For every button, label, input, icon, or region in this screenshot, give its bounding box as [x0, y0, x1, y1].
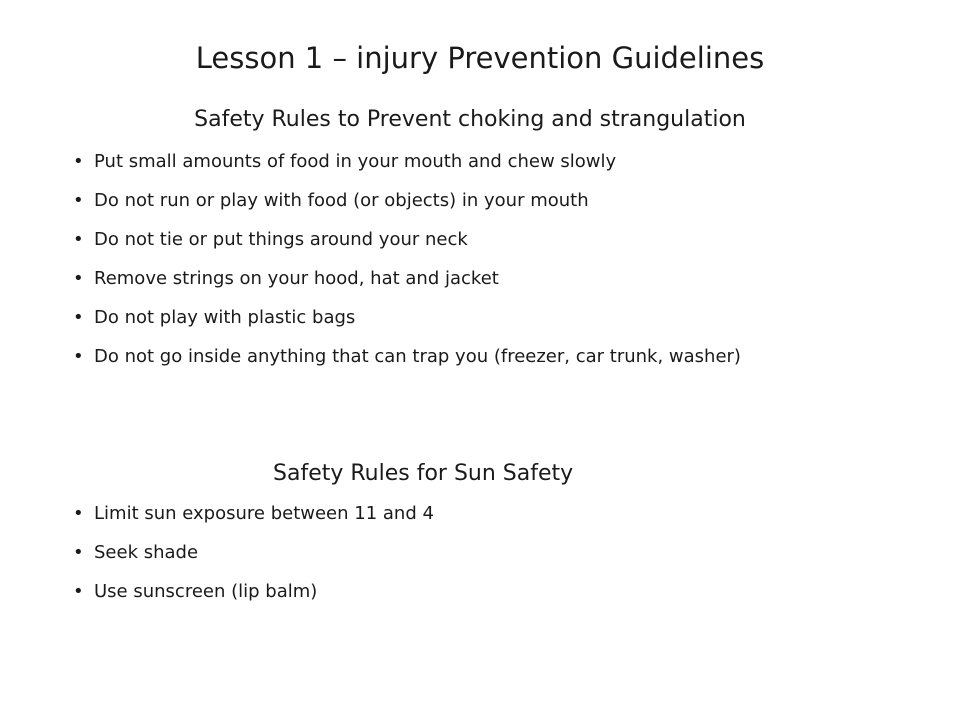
list-item-text: Do not run or play with food (or objects) in your mouth [94, 190, 589, 211]
bullet-icon: • [73, 307, 84, 328]
section-heading-sun-safety: Safety Rules for Sun Safety [273, 461, 574, 486]
bullet-list-choking [0, 148, 741, 382]
list-item-text: Put small amounts of food in your mouth and chew slowly [94, 151, 617, 172]
bullet-icon: • [73, 229, 84, 250]
bullet-icon: • [73, 542, 84, 563]
list-item-text: Use sunscreen (lip balm) [94, 581, 318, 602]
list-item [0, 265, 741, 304]
bullet-icon: • [73, 151, 84, 172]
list-item-text: Remove strings on your hood, hat and jacket [94, 268, 499, 289]
section-heading-choking: Safety Rules to Prevent choking and strangulation [194, 107, 746, 132]
list-item [0, 148, 741, 187]
bullet-icon: • [73, 346, 84, 367]
list-item [0, 187, 741, 226]
bullet-icon: • [73, 581, 84, 602]
list-item-text: Do not tie or put things around your neck [94, 229, 468, 250]
list-item [0, 500, 434, 539]
list-item [0, 539, 434, 578]
list-item-text: Do not play with plastic bags [94, 307, 356, 328]
list-item-text: Limit sun exposure between 11 and 4 [94, 503, 434, 524]
bullet-icon: • [73, 190, 84, 211]
list-item [0, 578, 434, 617]
list-item-text: Seek shade [94, 542, 199, 563]
list-item-text: Do not go inside anything that can trap you (freezer, car trunk, washer) [94, 346, 741, 367]
list-item [0, 304, 741, 343]
list-item [0, 226, 741, 265]
bullet-icon: • [73, 503, 84, 524]
bullet-icon: • [73, 268, 84, 289]
bullet-list-sun-safety [0, 500, 434, 617]
list-item [0, 343, 741, 382]
slide-title: Lesson 1 – injury Prevention Guidelines [195, 41, 765, 75]
